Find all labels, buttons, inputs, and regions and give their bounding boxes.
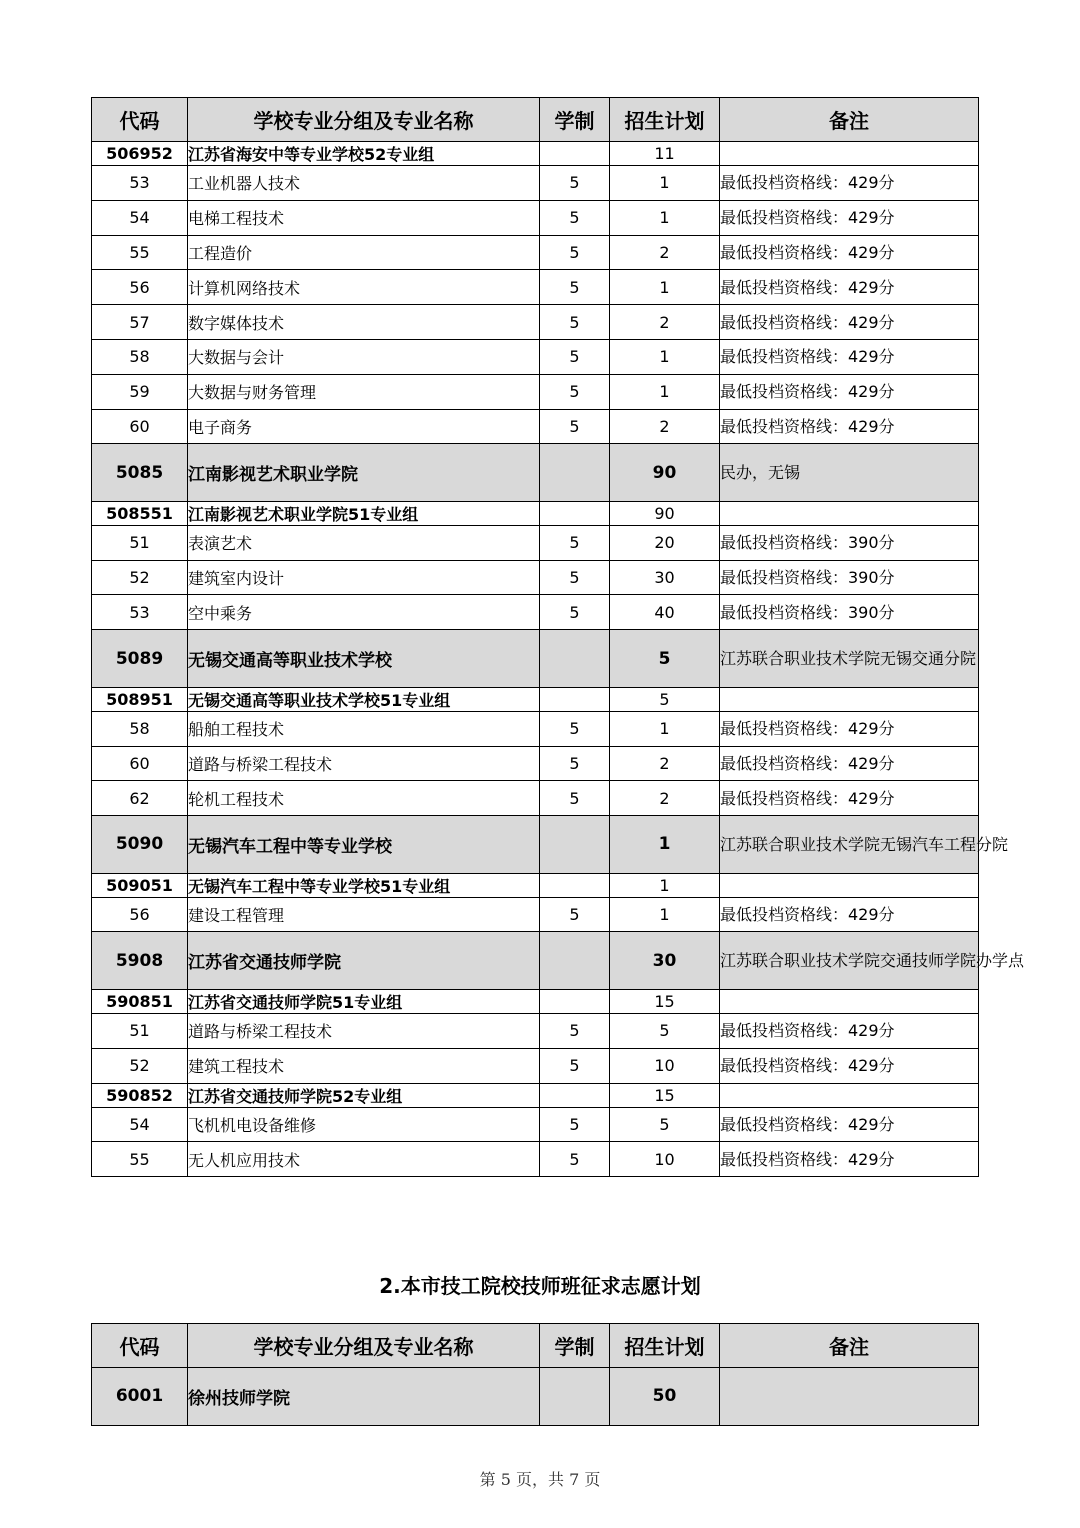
table-row xyxy=(92,1048,979,1083)
cell-note: 最低投档资格线：429分 xyxy=(720,374,979,409)
school-row xyxy=(92,630,979,688)
cell-note xyxy=(720,687,979,711)
cell-years: 5 xyxy=(540,235,610,270)
cell-years: 5 xyxy=(540,746,610,781)
cell-note: 最低投档资格线：429分 xyxy=(720,1013,979,1048)
table-row xyxy=(92,897,979,932)
cell-plan: 30 xyxy=(610,560,720,595)
group-row xyxy=(92,989,979,1013)
cell-name: 轮机工程技术 xyxy=(188,781,540,816)
cell-note: 最低投档资格线：390分 xyxy=(720,595,979,630)
cell-years: 5 xyxy=(540,560,610,595)
table-row xyxy=(92,200,979,235)
cell-years xyxy=(540,444,610,502)
admission-plan-table xyxy=(91,97,1025,1177)
cell-code: 52 xyxy=(92,560,188,595)
table-row xyxy=(92,270,979,305)
cell-code: 53 xyxy=(92,595,188,630)
cell-name: 徐州技师学院 xyxy=(188,1368,540,1426)
cell-code: 508551 xyxy=(92,501,188,525)
cell-name: 电梯工程技术 xyxy=(188,200,540,235)
cell-years: 5 xyxy=(540,339,610,374)
cell-code: 56 xyxy=(92,270,188,305)
header-name: 学校专业分组及专业名称 xyxy=(188,1324,540,1368)
cell-plan: 1 xyxy=(610,897,720,932)
table-row xyxy=(92,409,979,444)
cell-note: 最低投档资格线：429分 xyxy=(720,1142,979,1177)
cell-note: 最低投档资格线：429分 xyxy=(720,409,979,444)
cell-code: 58 xyxy=(92,711,188,746)
header-note: 备注 xyxy=(720,98,979,142)
cell-name: 建设工程管理 xyxy=(188,897,540,932)
cell-years xyxy=(540,501,610,525)
cell-code: 590852 xyxy=(92,1083,188,1107)
cell-plan: 15 xyxy=(610,989,720,1013)
table-header-row xyxy=(92,1324,979,1368)
cell-plan: 1 xyxy=(610,711,720,746)
cell-years: 5 xyxy=(540,781,610,816)
cell-years: 5 xyxy=(540,1013,610,1048)
table-body xyxy=(92,142,1025,1177)
group-row xyxy=(92,1083,979,1107)
cell-code: 62 xyxy=(92,781,188,816)
cell-code: 5908 xyxy=(92,932,188,990)
cell-name: 建筑工程技术 xyxy=(188,1048,540,1083)
cell-years: 5 xyxy=(540,166,610,201)
cell-years: 5 xyxy=(540,1142,610,1177)
cell-note xyxy=(720,1083,979,1107)
table-row xyxy=(92,1107,979,1142)
cell-note: 最低投档资格线：429分 xyxy=(720,711,979,746)
cell-name: 大数据与财务管理 xyxy=(188,374,540,409)
cell-name: 无锡汽车工程中等专业学校 xyxy=(188,816,540,874)
table-header-row xyxy=(92,98,979,142)
cell-name: 无人机应用技术 xyxy=(188,1142,540,1177)
cell-note: 最低投档资格线：429分 xyxy=(720,270,979,305)
school-row xyxy=(92,1368,979,1426)
cell-code: 58 xyxy=(92,339,188,374)
school-row xyxy=(92,816,979,874)
cell-years: 5 xyxy=(540,409,610,444)
header-code: 代码 xyxy=(92,1324,188,1368)
cell-plan: 90 xyxy=(610,501,720,525)
cell-note xyxy=(720,989,979,1013)
cell-name: 江南影视艺术职业学院 xyxy=(188,444,540,502)
cell-years: 5 xyxy=(540,1048,610,1083)
cell-plan: 10 xyxy=(610,1048,720,1083)
cell-note: 最低投档资格线：429分 xyxy=(720,166,979,201)
cell-note: 最低投档资格线：429分 xyxy=(720,1107,979,1142)
cell-code: 5089 xyxy=(92,630,188,688)
cell-code: 509051 xyxy=(92,873,188,897)
cell-name: 道路与桥梁工程技术 xyxy=(188,1013,540,1048)
cell-plan: 1 xyxy=(610,816,720,874)
cell-note: 最低投档资格线：429分 xyxy=(720,781,979,816)
cell-note xyxy=(720,1368,979,1426)
cell-code: 55 xyxy=(92,235,188,270)
group-row xyxy=(92,142,979,166)
group-row xyxy=(92,501,979,525)
cell-note: 最低投档资格线：429分 xyxy=(720,746,979,781)
page-footer: 第 5 页，共 7 页 xyxy=(479,1470,601,1489)
cell-plan: 1 xyxy=(610,270,720,305)
technician-class-plan-table xyxy=(91,1323,979,1426)
cell-plan: 5 xyxy=(610,1013,720,1048)
table-row xyxy=(92,525,979,560)
cell-name: 工程造价 xyxy=(188,235,540,270)
cell-years xyxy=(540,816,610,874)
header-name: 学校专业分组及专业名称 xyxy=(188,98,540,142)
cell-name: 表演艺术 xyxy=(188,525,540,560)
cell-years xyxy=(540,1083,610,1107)
cell-years xyxy=(540,630,610,688)
cell-note: 江苏联合职业技术学院无锡汽车工程分院 xyxy=(720,816,979,874)
cell-years: 5 xyxy=(540,595,610,630)
cell-plan: 1 xyxy=(610,374,720,409)
header-plan: 招生计划 xyxy=(610,98,720,142)
cell-code: 60 xyxy=(92,746,188,781)
cell-plan: 5 xyxy=(610,687,720,711)
cell-plan: 2 xyxy=(610,305,720,340)
cell-code: 51 xyxy=(92,1013,188,1048)
cell-years xyxy=(540,687,610,711)
cell-plan: 1 xyxy=(610,200,720,235)
cell-plan: 2 xyxy=(610,235,720,270)
header-plan: 招生计划 xyxy=(610,1324,720,1368)
cell-plan: 11 xyxy=(610,142,720,166)
cell-code: 5090 xyxy=(92,816,188,874)
cell-name: 电子商务 xyxy=(188,409,540,444)
cell-code: 55 xyxy=(92,1142,188,1177)
cell-code: 6001 xyxy=(92,1368,188,1426)
section-title: 2.本市技工院校技师班征求志愿计划 xyxy=(379,1274,701,1298)
cell-note: 江苏联合职业技术学院无锡交通分院 xyxy=(720,630,979,688)
cell-name: 江苏省交通技师学院51专业组 xyxy=(188,989,540,1013)
cell-name: 江苏省海安中等专业学校52专业组 xyxy=(188,142,540,166)
cell-note xyxy=(720,501,979,525)
table-row xyxy=(92,595,979,630)
cell-note: 最低投档资格线：429分 xyxy=(720,339,979,374)
cell-note: 江苏联合职业技术学院交通技师学院办学点 xyxy=(720,932,979,990)
cell-plan: 1 xyxy=(610,166,720,201)
table-row xyxy=(92,560,979,595)
cell-code: 52 xyxy=(92,1048,188,1083)
cell-name: 建筑室内设计 xyxy=(188,560,540,595)
cell-plan: 5 xyxy=(610,630,720,688)
cell-code: 508951 xyxy=(92,687,188,711)
cell-years xyxy=(540,873,610,897)
group-row xyxy=(92,687,979,711)
school-row xyxy=(92,932,979,990)
cell-plan: 10 xyxy=(610,1142,720,1177)
cell-note xyxy=(720,142,979,166)
cell-name: 数字媒体技术 xyxy=(188,305,540,340)
cell-plan: 1 xyxy=(610,339,720,374)
table-row xyxy=(92,746,979,781)
table-row xyxy=(92,1013,979,1048)
cell-name: 空中乘务 xyxy=(188,595,540,630)
cell-name: 飞机机电设备维修 xyxy=(188,1107,540,1142)
cell-name: 江苏省交通技师学院 xyxy=(188,932,540,990)
cell-code: 590851 xyxy=(92,989,188,1013)
cell-plan: 2 xyxy=(610,746,720,781)
cell-note: 最低投档资格线：429分 xyxy=(720,305,979,340)
cell-note: 最低投档资格线：390分 xyxy=(720,560,979,595)
cell-years xyxy=(540,1368,610,1426)
cell-code: 53 xyxy=(92,166,188,201)
cell-plan: 30 xyxy=(610,932,720,990)
cell-name: 道路与桥梁工程技术 xyxy=(188,746,540,781)
table-row xyxy=(92,1142,979,1177)
cell-name: 无锡交通高等职业技术学校51专业组 xyxy=(188,687,540,711)
cell-plan: 40 xyxy=(610,595,720,630)
cell-name: 江苏省交通技师学院52专业组 xyxy=(188,1083,540,1107)
table-row xyxy=(92,305,979,340)
cell-years: 5 xyxy=(540,1107,610,1142)
cell-years: 5 xyxy=(540,897,610,932)
cell-plan: 2 xyxy=(610,781,720,816)
cell-code: 51 xyxy=(92,525,188,560)
cell-plan: 2 xyxy=(610,409,720,444)
header-years: 学制 xyxy=(540,1324,610,1368)
table-row xyxy=(92,711,979,746)
cell-code: 5085 xyxy=(92,444,188,502)
cell-name: 工业机器人技术 xyxy=(188,166,540,201)
table-row xyxy=(92,781,979,816)
cell-name: 大数据与会计 xyxy=(188,339,540,374)
cell-years xyxy=(540,989,610,1013)
cell-years: 5 xyxy=(540,305,610,340)
cell-code: 54 xyxy=(92,200,188,235)
cell-plan: 5 xyxy=(610,1107,720,1142)
table-body xyxy=(92,1368,979,1426)
cell-note: 民办，无锡 xyxy=(720,444,979,502)
cell-plan: 90 xyxy=(610,444,720,502)
table-row xyxy=(92,166,979,201)
cell-plan: 20 xyxy=(610,525,720,560)
cell-years: 5 xyxy=(540,525,610,560)
cell-plan: 50 xyxy=(610,1368,720,1426)
cell-name: 江南影视艺术职业学院51专业组 xyxy=(188,501,540,525)
header-note: 备注 xyxy=(720,1324,979,1368)
group-row xyxy=(92,873,979,897)
cell-years: 5 xyxy=(540,270,610,305)
table-row xyxy=(92,339,979,374)
cell-plan: 15 xyxy=(610,1083,720,1107)
cell-code: 59 xyxy=(92,374,188,409)
cell-code: 57 xyxy=(92,305,188,340)
cell-name: 计算机网络技术 xyxy=(188,270,540,305)
cell-years: 5 xyxy=(540,711,610,746)
cell-plan: 1 xyxy=(610,873,720,897)
cell-code: 506952 xyxy=(92,142,188,166)
header-code: 代码 xyxy=(92,98,188,142)
cell-code: 60 xyxy=(92,409,188,444)
cell-note: 最低投档资格线：429分 xyxy=(720,897,979,932)
cell-years xyxy=(540,142,610,166)
cell-note: 最低投档资格线：429分 xyxy=(720,235,979,270)
cell-note: 最低投档资格线：429分 xyxy=(720,200,979,235)
cell-name: 无锡汽车工程中等专业学校51专业组 xyxy=(188,873,540,897)
cell-note: 最低投档资格线：390分 xyxy=(720,525,979,560)
school-row xyxy=(92,444,979,502)
cell-note xyxy=(720,873,979,897)
cell-note: 最低投档资格线：429分 xyxy=(720,1048,979,1083)
cell-name: 无锡交通高等职业技术学校 xyxy=(188,630,540,688)
cell-code: 56 xyxy=(92,897,188,932)
cell-name: 船舶工程技术 xyxy=(188,711,540,746)
table-row xyxy=(92,235,979,270)
cell-years: 5 xyxy=(540,200,610,235)
cell-code: 54 xyxy=(92,1107,188,1142)
cell-years xyxy=(540,932,610,990)
cell-years: 5 xyxy=(540,374,610,409)
header-years: 学制 xyxy=(540,98,610,142)
table-row xyxy=(92,374,979,409)
